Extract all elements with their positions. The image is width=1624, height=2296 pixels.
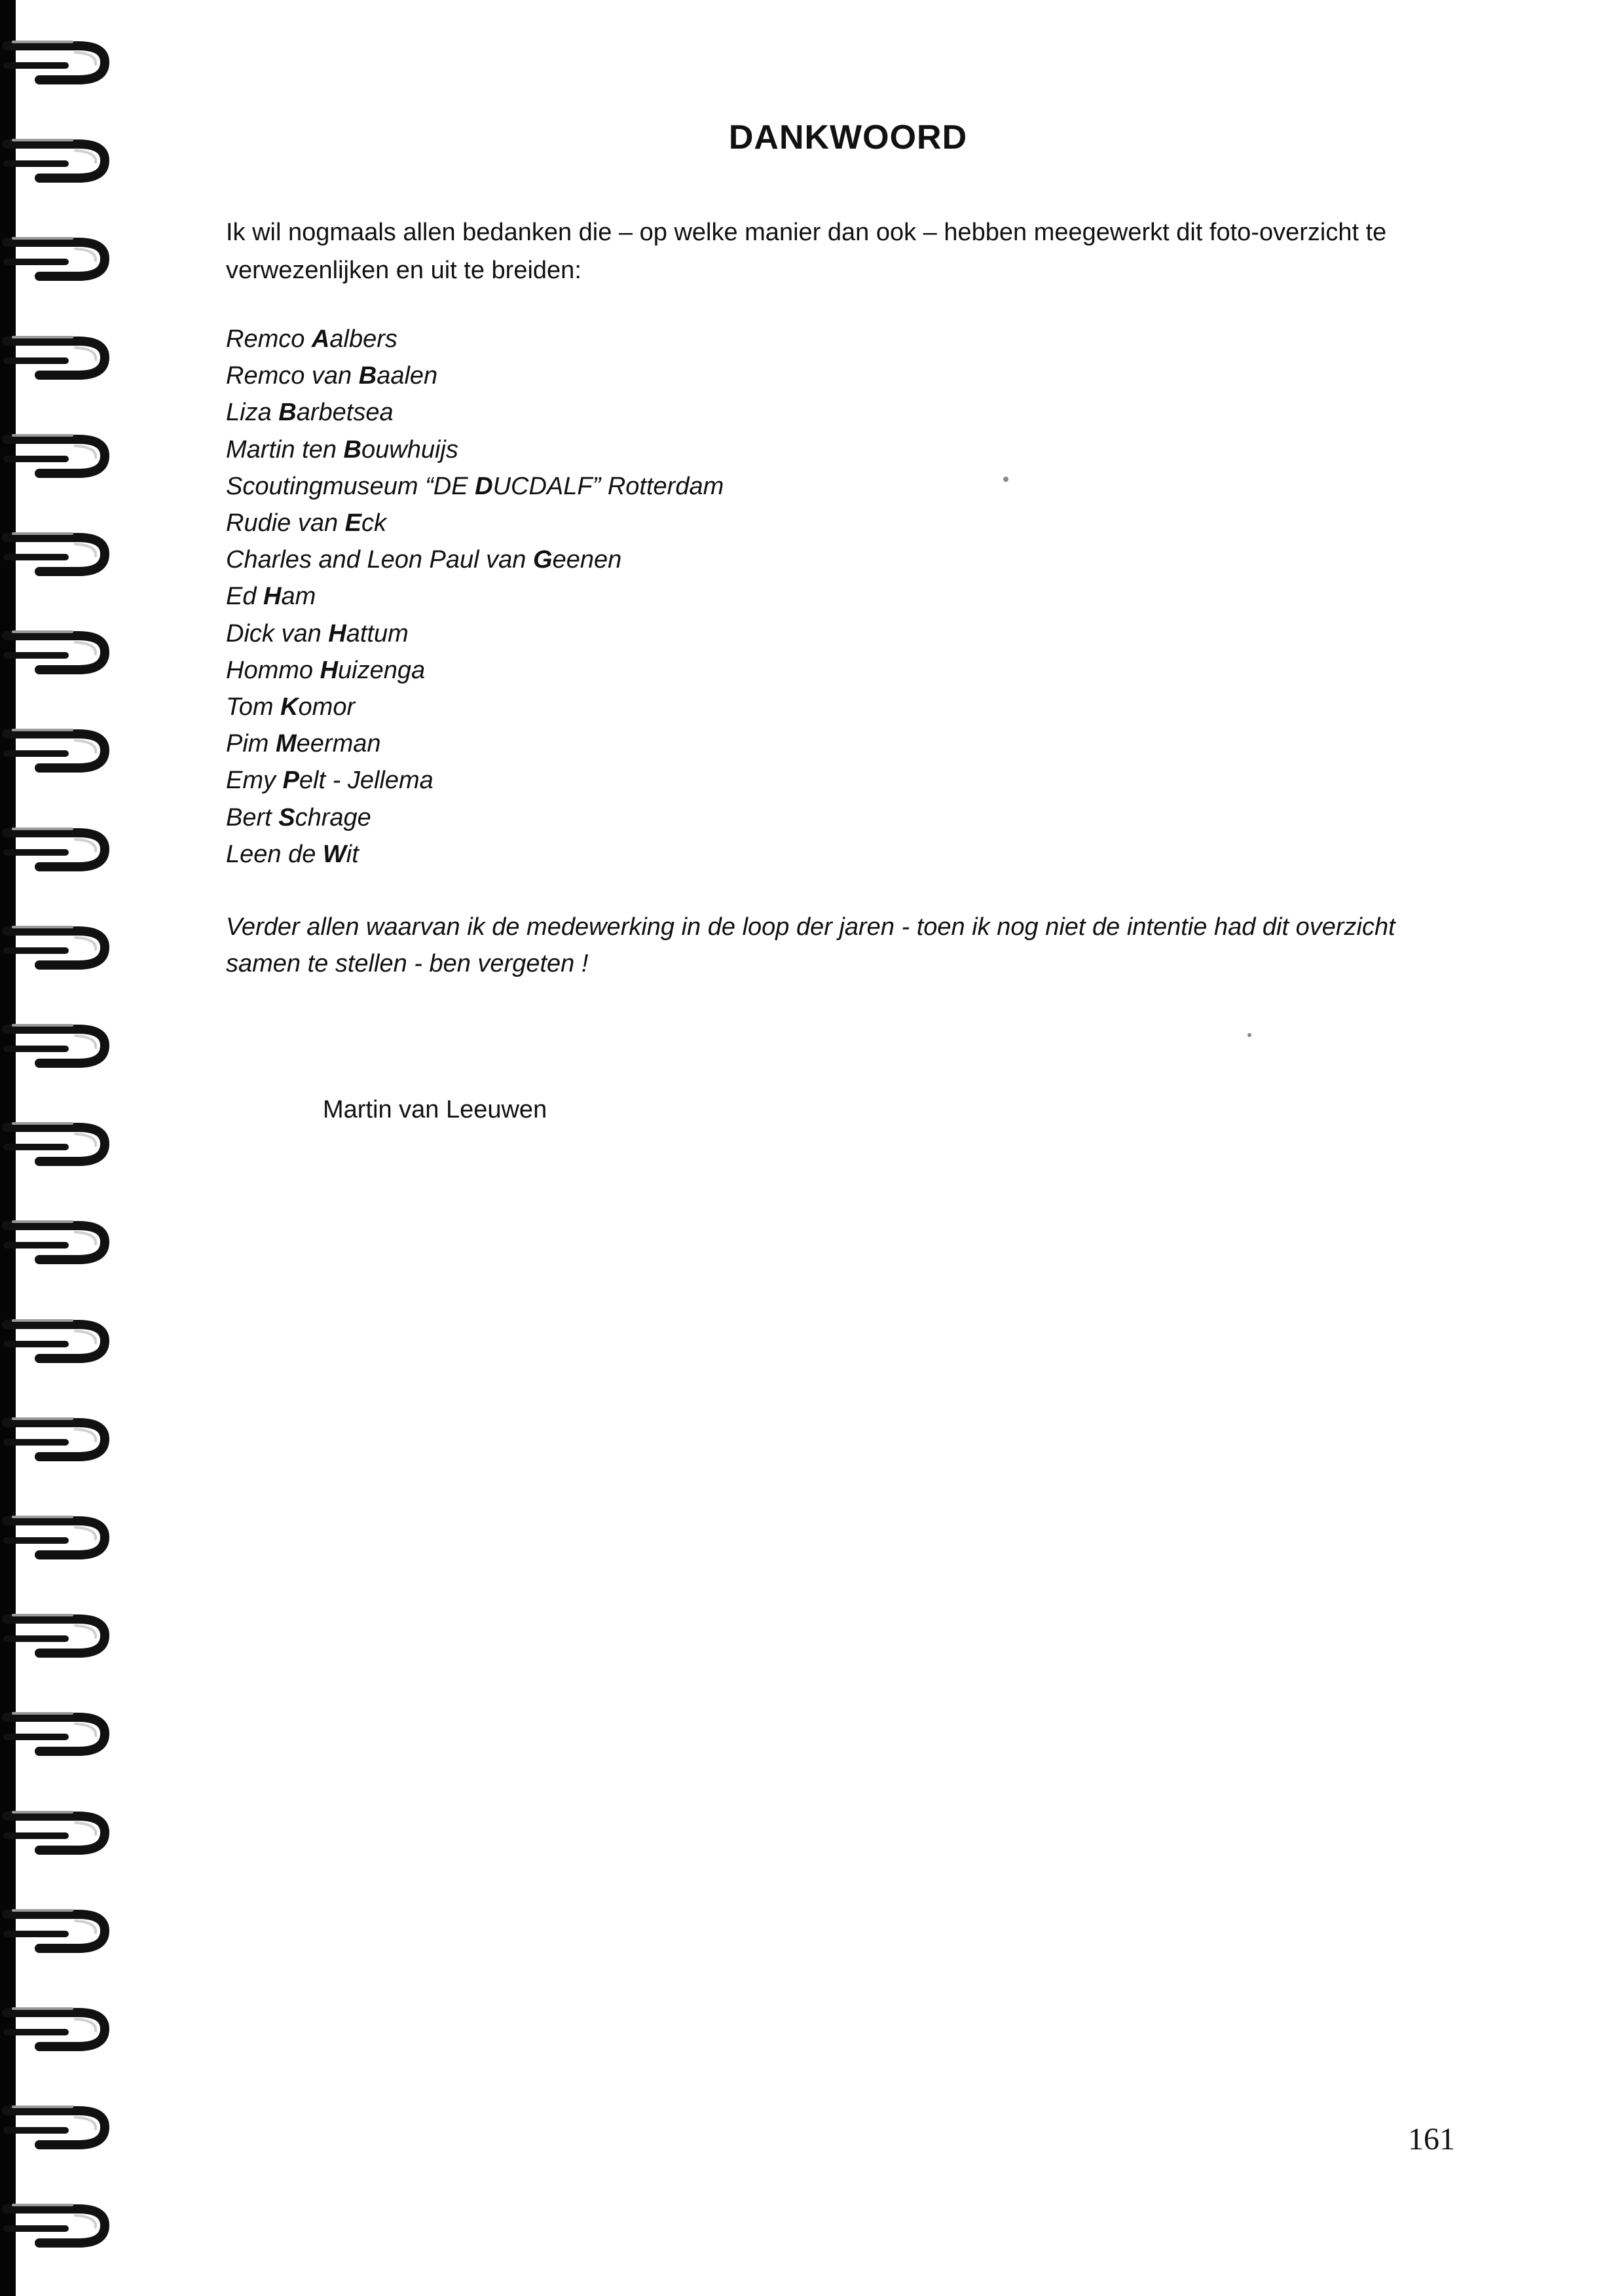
name-prefix: Scoutingmuseum “DE — [226, 472, 475, 500]
acknowledgement-list — [226, 321, 724, 873]
page-title: DANKWOORD — [728, 118, 968, 156]
name-suffix: aalen — [377, 362, 438, 390]
name-entry — [226, 321, 724, 357]
name-entry — [226, 836, 724, 873]
name-suffix: ouwhuijs — [361, 435, 458, 464]
name-initial: K — [280, 693, 299, 721]
intro-paragraph: Ik wil nogmaals allen bedanken die – op welke manier dan ook – hebben meegewerkt dit foto-overzicht te verwezenlijken en uit te breiden: — [226, 219, 1387, 284]
spiral-ring — [0, 2288, 118, 2296]
name-entry — [226, 615, 724, 652]
spiral-ring — [0, 321, 118, 393]
spiral-ring — [0, 1599, 118, 1671]
spiral-ring — [0, 1010, 118, 1082]
spiral-ring — [0, 616, 118, 688]
scan-speck — [1003, 477, 1008, 482]
spiral-ring — [0, 813, 118, 885]
name-entry — [226, 578, 724, 615]
name-suffix: albers — [329, 325, 397, 353]
spiral-ring — [0, 1895, 118, 1967]
name-initial: E — [344, 509, 362, 538]
spiral-ring — [0, 1305, 118, 1377]
name-prefix: Martin ten — [226, 435, 344, 464]
name-entry — [226, 725, 724, 762]
name-initial: B — [278, 399, 297, 427]
name-prefix: Ed — [226, 583, 264, 611]
spiral-ring — [0, 1403, 118, 1475]
name-prefix: Leen de — [226, 840, 323, 868]
name-initial: H — [263, 583, 282, 611]
name-prefix: Rudie van — [226, 509, 345, 538]
name-suffix: chrage — [295, 803, 371, 831]
name-initial: P — [282, 767, 299, 795]
name-entry — [226, 762, 724, 799]
name-prefix: Remco van — [226, 362, 359, 390]
scan-speck — [1247, 1033, 1251, 1037]
name-suffix: it — [346, 840, 359, 868]
signature: Martin van Leeuwen — [323, 1096, 547, 1123]
spiral-ring — [0, 911, 118, 983]
spiral-ring — [0, 223, 118, 295]
spiral-ring — [0, 1108, 118, 1180]
name-prefix: Hommo — [226, 656, 320, 684]
name-entry — [226, 799, 724, 836]
spiral-ring — [0, 1796, 118, 1868]
name-prefix: Liza — [226, 399, 279, 427]
closing-paragraph: Verder allen waarvan ik de medewerking in de loop der jaren - toen ik nog niet de intentie had dit overzicht samen te stellen - ben vergeten ! — [226, 913, 1395, 977]
name-initial: H — [320, 656, 339, 684]
name-initial: M — [276, 730, 297, 758]
spiral-binding — [0, 0, 118, 2296]
name-suffix: elt - Jellema — [299, 767, 434, 795]
name-entry — [226, 468, 724, 505]
name-initial: A — [311, 325, 330, 353]
name-entry — [226, 652, 724, 689]
name-prefix: Tom — [226, 693, 281, 721]
name-initial: B — [358, 362, 377, 390]
name-entry — [226, 689, 724, 725]
name-prefix: Remco — [226, 325, 312, 353]
name-initial: H — [328, 619, 346, 647]
spiral-ring — [0, 2189, 118, 2261]
name-initial: D — [475, 472, 493, 500]
spiral-ring — [0, 1698, 118, 1770]
name-initial: W — [322, 840, 346, 868]
name-prefix: Bert — [226, 803, 279, 831]
spiral-ring — [0, 26, 118, 98]
name-suffix: omor — [298, 693, 356, 721]
name-initial: B — [343, 435, 361, 464]
name-prefix: Dick van — [226, 619, 329, 647]
name-initial: S — [278, 803, 295, 831]
name-suffix: arbetsea — [296, 399, 394, 427]
name-prefix: Emy — [226, 767, 283, 795]
name-suffix: eenen — [552, 546, 622, 574]
spiral-ring — [0, 420, 118, 492]
spiral-ring — [0, 1993, 118, 2065]
spiral-ring — [0, 1206, 118, 1278]
name-entry — [226, 357, 724, 394]
spiral-ring — [0, 2091, 118, 2163]
name-suffix: am — [281, 583, 316, 611]
spiral-ring — [0, 714, 118, 786]
name-entry — [226, 394, 724, 431]
name-suffix: eerman — [296, 730, 381, 758]
spiral-ring — [0, 1501, 118, 1573]
name-entry — [226, 505, 724, 541]
name-suffix: ck — [361, 509, 387, 538]
name-suffix: UCDALF” Rotterdam — [492, 472, 724, 500]
name-prefix: Charles and Leon Paul van — [226, 546, 533, 574]
name-initial: G — [533, 546, 553, 574]
name-suffix: uizenga — [338, 656, 426, 684]
spiral-ring — [0, 518, 118, 590]
name-entry — [226, 431, 724, 468]
name-entry — [226, 541, 724, 578]
name-suffix: attum — [346, 619, 409, 647]
name-prefix: Pim — [226, 730, 276, 758]
page-number: 161 — [1408, 2122, 1455, 2157]
